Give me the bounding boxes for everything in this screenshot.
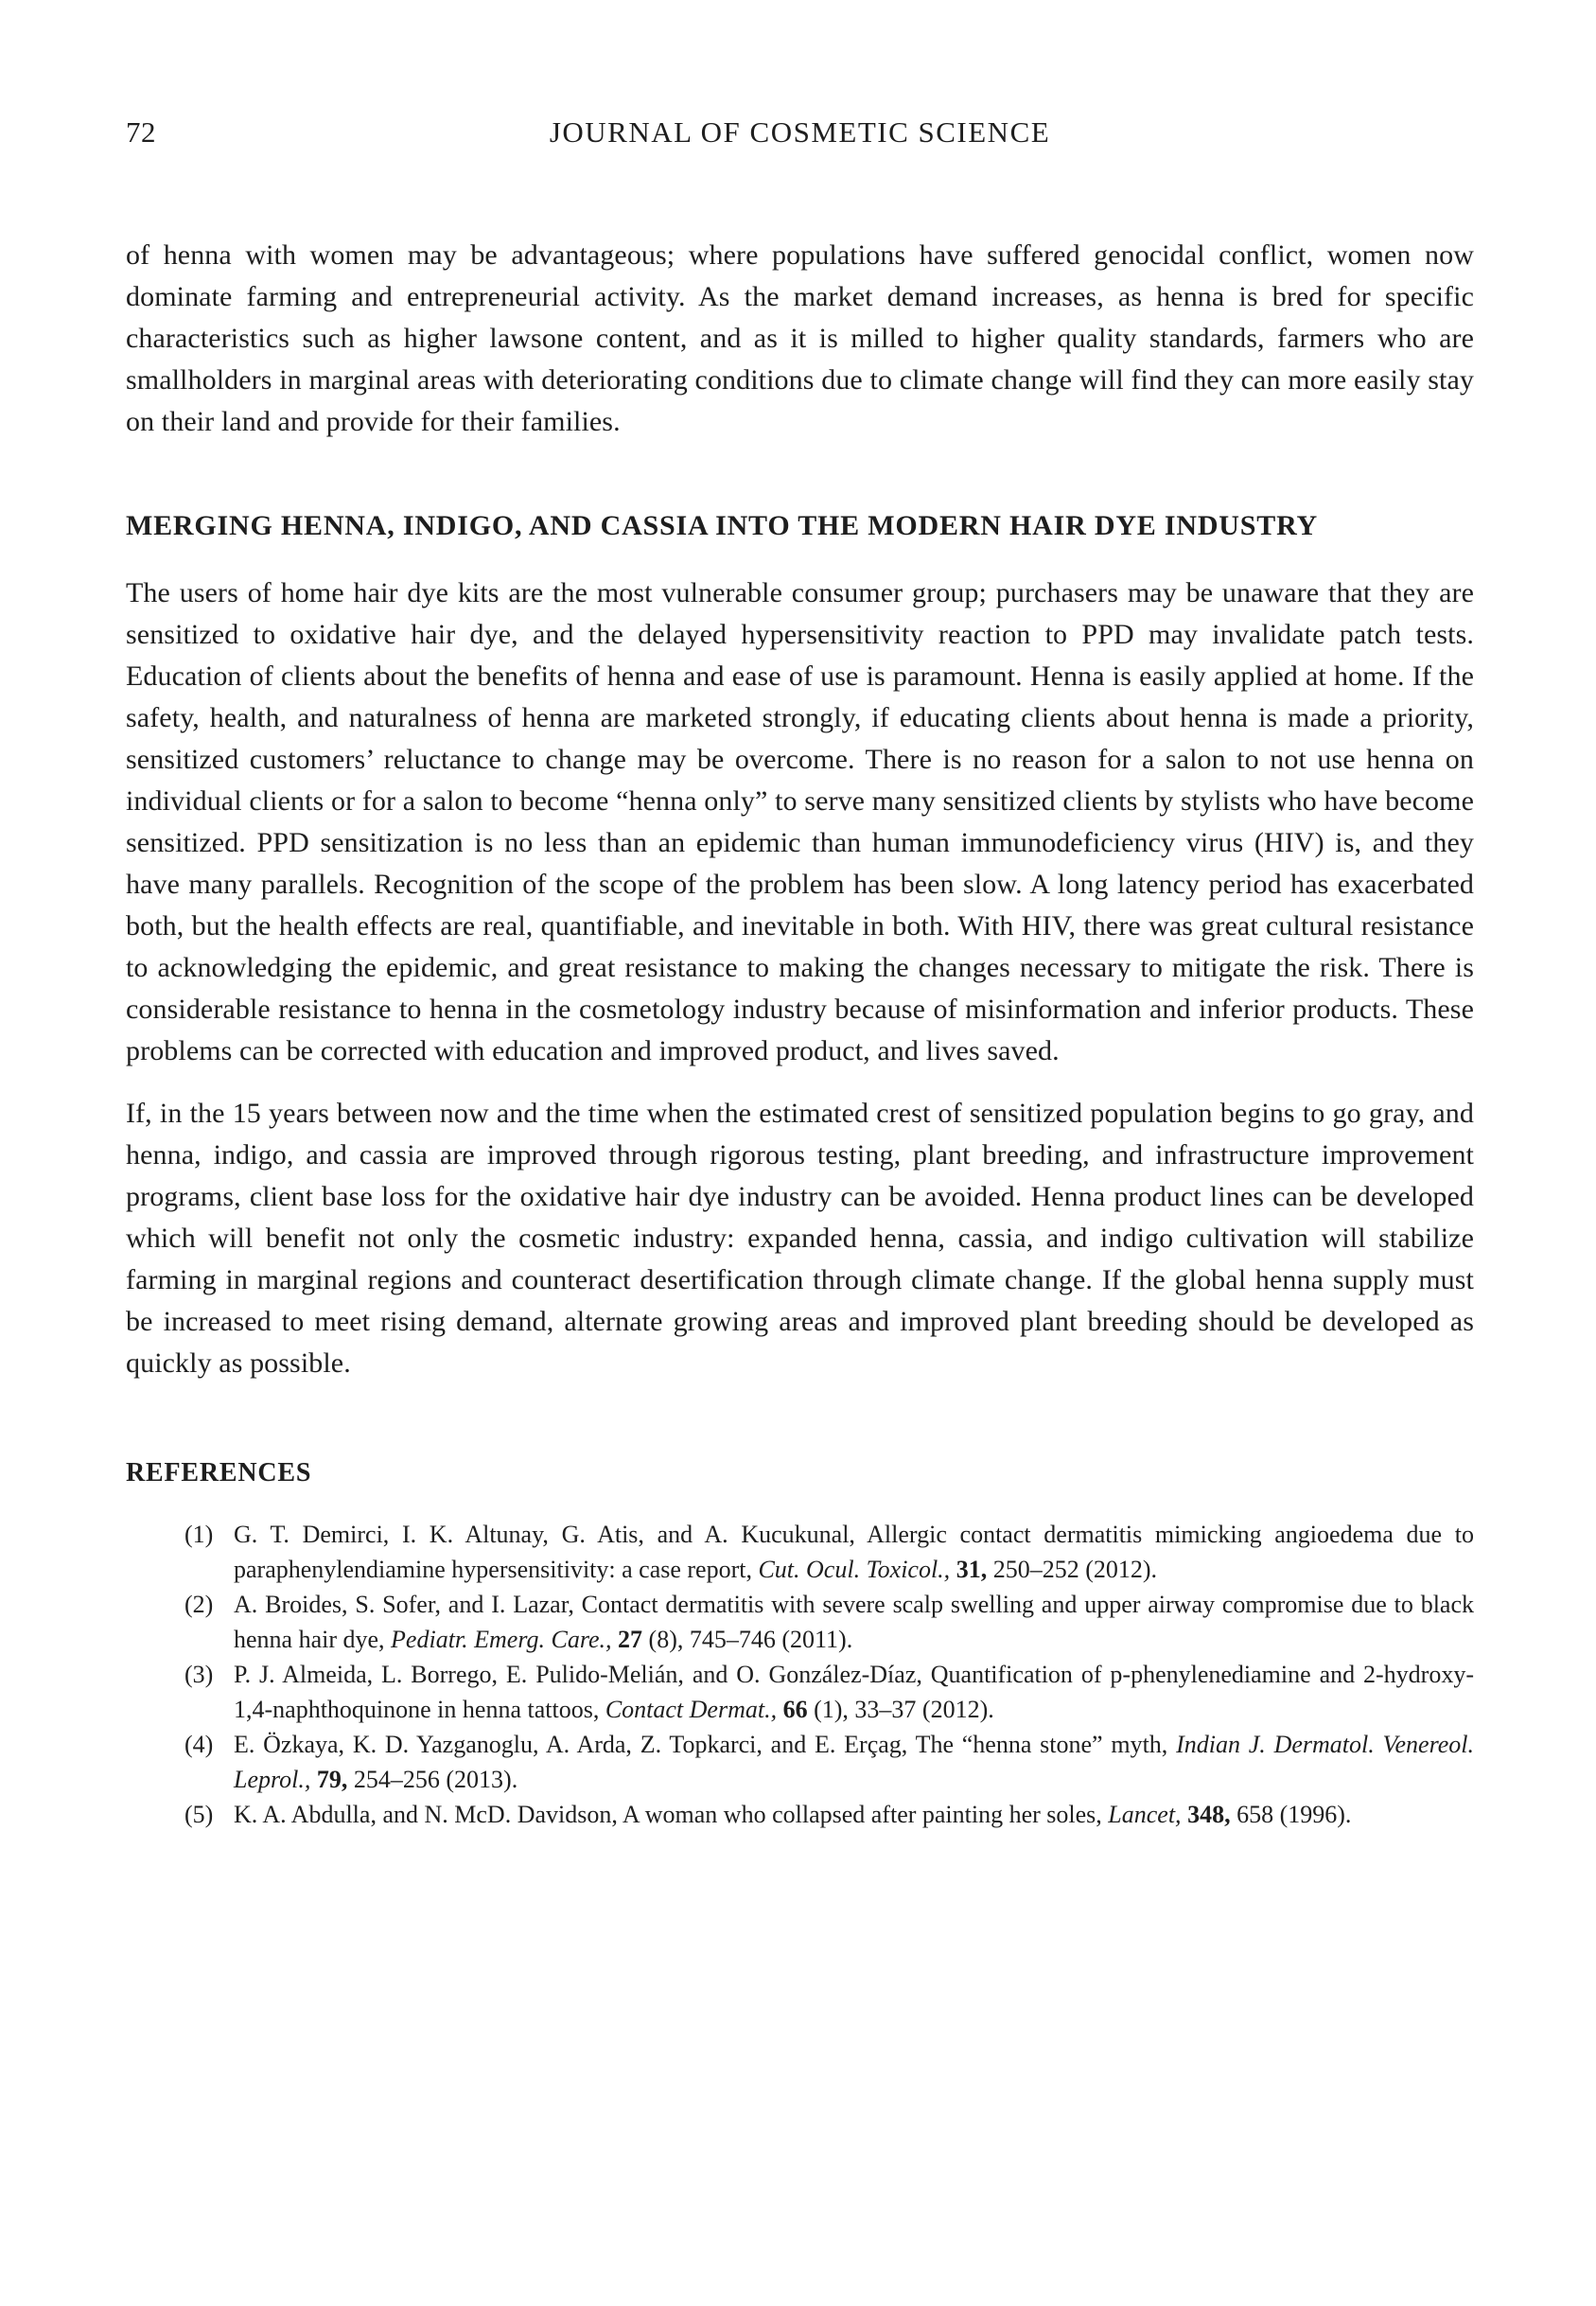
section-heading-merging-henna: MERGING HENNA, INDIGO, AND CASSIA INTO THE MODERN HAIR DYE INDUSTRY [126, 510, 1318, 541]
reference-number: (2) [184, 1591, 214, 1618]
paragraph-henna-farming: of henna with women may be advantageous; where populations have suffered genocidal conflict, women now dominate farming and entrepreneurial activity. As the market demand increases, as henna is bred for specific characteristics such as higher lawsone content, and as it is milled to higher quality standards, farmers who are smallholders in marginal areas with deteriorating conditions due to climate change will find they can more easily stay on their land and provide for their families. [126, 239, 1474, 437]
reference-item [184, 1727, 1474, 1797]
references-section [126, 1458, 1474, 1832]
paragraph-home-hair-dye: The users of home hair dye kits are the most vulnerable consumer group; purchasers may be unaware that they are sensitized to oxidative hair dye, and the delayed hypersensitivity reaction to PPD may invalidate patch tests. Education of clients about the benefits of henna and ease of use is paramount. Henna is easily applied at home. If the safety, health, and naturalness of henna are marketed strongly, if educating clients about henna is made a priority, sensitized customers’ reluctance to change may be overcome. There is no reason for a salon to not use henna on individual clients or for a salon to become “henna only” to serve many sensitized clients by stylists who have become sensitized. PPD sensitization is no less than an epidemic than human immunodeficiency virus (HIV) is, and they have many parallels. Recognition of the scope of the problem has been slow. A long latency period has exacerbated both, but the health effects are real, quantifiable, and inevitable in both. With HIV, there was great cultural resistance to acknowledging the epidemic, and great resistance to making the changes necessary to mitigate the risk. There is considerable resistance to henna in the cosmetology industry because of misinformation and inferior products. These problems can be corrected with education and improved product, and lives saved. [126, 577, 1474, 1066]
reference-item [184, 1657, 1474, 1727]
journal-title: JOURNAL OF COSMETIC SCIENCE [549, 115, 1051, 149]
reference-text: A. Broides, S. Sofer, and I. Lazar, Contact dermatitis with severe scalp swelling and upper airway compromise due to black henna hair dye, Pediatr. Emerg. Care., 27 (8), 745–746 (2011). [234, 1591, 1474, 1653]
reference-item [184, 1797, 1474, 1832]
reference-text: G. T. Demirci, I. K. Altunay, G. Atis, and A. Kucukunal, Allergic contact dermatitis mimicking angioedema due to paraphenylendiamine hypersensitivity: a case report, Cut. Ocul. Toxicol., 31, 250–252 (2012). [234, 1521, 1474, 1583]
reference-text: E. Özkaya, K. D. Yazganoglu, A. Arda, Z. Topkarci, and E. Erçag, The “henna stone” myth, Indian J. Dermatol. Venereol. Leprol., 79, 254–256 (2013). [234, 1731, 1474, 1793]
reference-number: (5) [184, 1801, 214, 1828]
reference-text: K. A. Abdulla, and N. McD. Davidson, A woman who collapsed after painting her soles, Lancet, 348, 658 (1996). [234, 1801, 1352, 1828]
paragraph-fifteen-years: If, in the 15 years between now and the time when the estimated crest of sensitized population begins to go gray, and henna, indigo, and cassia are improved through rigorous testing, plant breeding, and infrastructure improvement programs, client base loss for the oxidative hair dye industry can be avoided. Henna product lines can be developed which will benefit not only the cosmetic industry: expanded henna, cassia, and indigo cultivation will stabilize farming in marginal regions and counteract desertification through climate change. If the global henna supply must be increased to meet rising demand, alternate growing areas and improved plant breeding should be developed as quickly as possible. [126, 1098, 1474, 1379]
running-head [126, 115, 1474, 157]
reference-item [184, 1517, 1474, 1587]
reference-number: (3) [184, 1661, 214, 1688]
reference-item [184, 1587, 1474, 1657]
reference-number: (1) [184, 1521, 214, 1548]
page-number: 72 [126, 115, 156, 149]
references-list [126, 1517, 1474, 1832]
reference-number: (4) [184, 1731, 214, 1758]
reference-text: P. J. Almeida, L. Borrego, E. Pulido-Melián, and O. González-Díaz, Quantification of p-phenylenediamine and 2-hydroxy-1,4-naphthoquinone in henna tattoos, Contact Dermat., 66 (1), 33–37 (2012). [234, 1661, 1474, 1723]
references-heading: REFERENCES [126, 1458, 312, 1487]
